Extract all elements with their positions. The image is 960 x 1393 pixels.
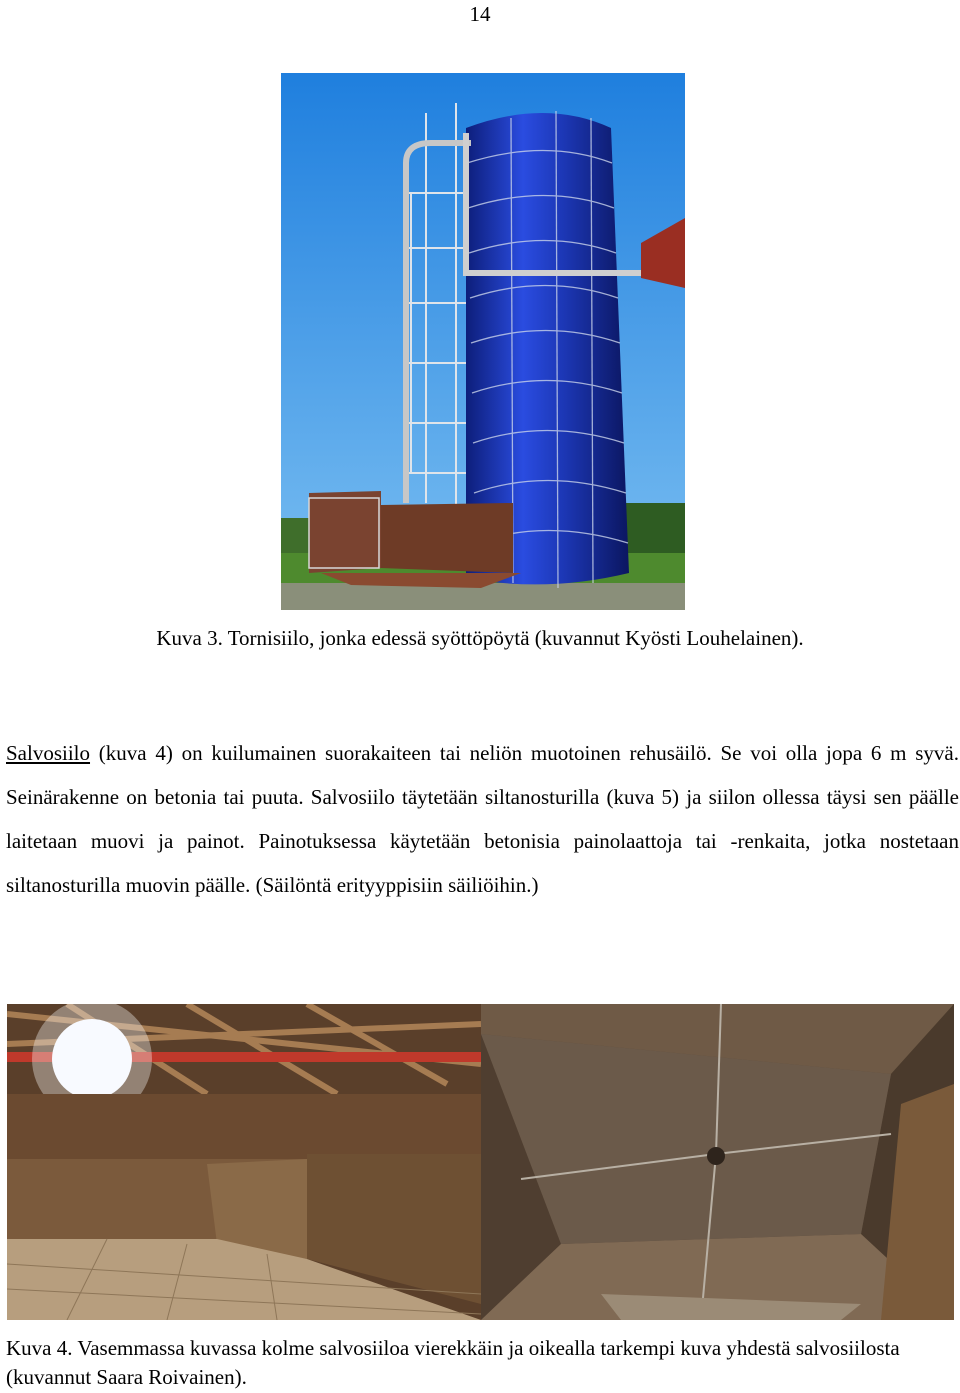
salvosiilo-link[interactable]: Salvosiilo (6, 741, 91, 765)
page-number: 14 (469, 2, 491, 26)
figure-3-caption: Kuva 3. Tornisiilo, jonka edessä syöttöpöytä (kuvannut Kyösti Louhelainen). (156, 626, 804, 650)
body-paragraph (6, 731, 959, 907)
paragraph-text: (kuva 4) on kuilumainen suorakaiteen tai neliön muotoinen rehusäilö. Se voi olla jopa 6 m syvä. Seinärakenne on betonia tai puuta. Salvosiilo täytetään siltanosturilla (kuva 5) ja siilon ollessa täysi sen päälle laitetaan muovi ja painot. Painotuksessa käytetään betonisia painolaattoja tai -renkaita, jotka nostetaan siltanosturilla muovin päälle. (Säilöntä erityyppisiin säiliöihin.) (6, 741, 959, 897)
bunker-silos-photo (7, 1004, 481, 1320)
tower-silo-photo (281, 73, 685, 610)
bunker-silo-closeup-photo (481, 1004, 954, 1320)
figure-4-caption: Kuva 4. Vasemmassa kuvassa kolme salvosiiloa vierekkäin ja oikealla tarkempi kuva yhdestä salvosiilosta (kuvannut Saara Roivainen). (6, 1336, 900, 1389)
